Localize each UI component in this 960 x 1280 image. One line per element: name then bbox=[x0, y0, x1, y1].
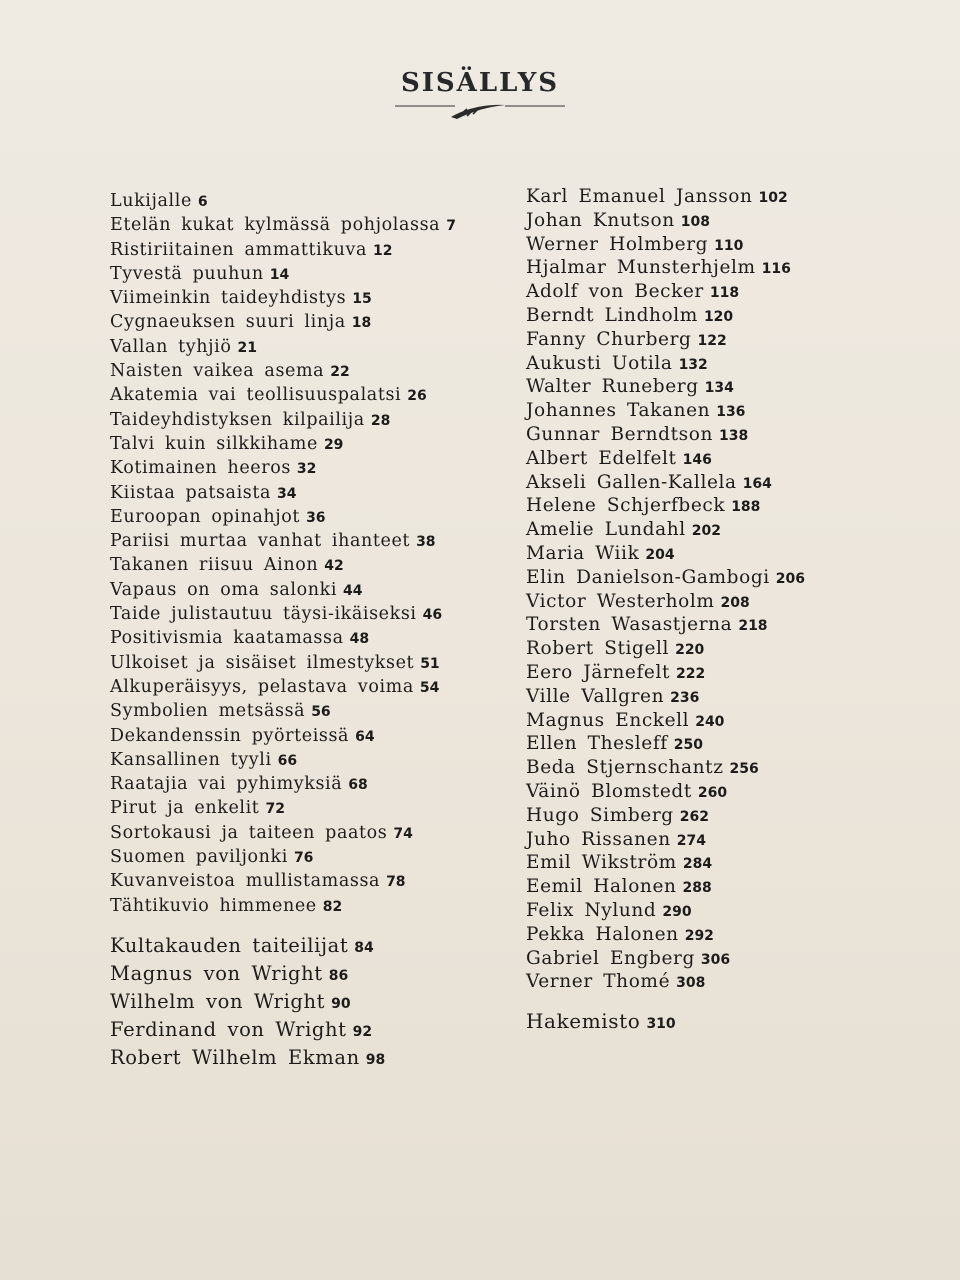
entry-page-number: 46 bbox=[422, 607, 443, 624]
toc-entry bbox=[526, 257, 846, 281]
toc-entry bbox=[110, 214, 510, 238]
entry-page-number: 138 bbox=[719, 427, 749, 444]
entry-title: Robert Wilhelm Ekman bbox=[110, 1045, 360, 1069]
toc-entry bbox=[110, 749, 510, 773]
toc-left-column bbox=[110, 190, 510, 1073]
entry-page-number: 308 bbox=[676, 975, 706, 992]
entry-page-number: 204 bbox=[645, 546, 675, 563]
entry-title: Elin Danielson-Gambogi bbox=[526, 566, 770, 588]
toc-entry bbox=[526, 234, 846, 258]
toc-entry bbox=[526, 448, 846, 472]
toc-entry bbox=[526, 876, 846, 900]
entry-title: Hugo Simberg bbox=[526, 804, 674, 826]
entry-title: Emil Wikström bbox=[526, 852, 677, 874]
entry-page-number: 76 bbox=[293, 850, 314, 867]
toc-entry bbox=[526, 805, 846, 829]
entry-title: Ristiriitainen ammattikuva bbox=[110, 239, 367, 260]
entry-title: Ferdinand von Wright bbox=[110, 1017, 347, 1041]
entry-title: Symbolien metsässä bbox=[110, 701, 306, 722]
entry-title: Vapaus on oma salonki bbox=[110, 579, 338, 600]
entry-page-number: 218 bbox=[738, 618, 768, 635]
toc-entry bbox=[110, 409, 510, 433]
toc-entry bbox=[110, 700, 510, 724]
entry-title: Hakemisto bbox=[526, 1009, 641, 1034]
entry-title: Kotimainen heeros bbox=[110, 458, 291, 479]
toc-entry bbox=[110, 1017, 510, 1045]
entry-page-number: 44 bbox=[343, 582, 363, 599]
toc-entry bbox=[110, 773, 510, 797]
toc-entry bbox=[110, 360, 510, 384]
entry-page-number: 54 bbox=[419, 679, 440, 696]
artist-list-left bbox=[110, 933, 510, 1073]
toc-entry bbox=[526, 852, 846, 876]
entry-title: Akatemia vai teollisuuspalatsi bbox=[110, 385, 402, 406]
toc-entry bbox=[110, 263, 510, 287]
toc-entry bbox=[110, 725, 510, 749]
toc-entry bbox=[526, 495, 846, 519]
entry-page-number: 284 bbox=[682, 856, 713, 873]
toc-entry bbox=[110, 1045, 510, 1073]
toc-entry bbox=[526, 591, 846, 615]
entry-title: Wilhelm von Wright bbox=[110, 989, 326, 1013]
entry-page-number: 84 bbox=[354, 939, 374, 956]
entry-title: Walter Runeberg bbox=[526, 376, 699, 398]
entry-title: Adolf von Becker bbox=[526, 281, 704, 303]
entry-title: Fanny Churberg bbox=[526, 328, 692, 350]
entry-page-number: 14 bbox=[269, 266, 290, 283]
entry-title: Takanen riisuu Ainon bbox=[110, 555, 319, 576]
entry-page-number: 42 bbox=[324, 558, 344, 575]
entry-title: Ellen Thesleff bbox=[526, 733, 668, 755]
entry-page-number: 34 bbox=[277, 485, 297, 502]
toc-entry bbox=[110, 311, 510, 335]
entry-title: Pekka Halonen bbox=[526, 923, 679, 945]
toc-entry bbox=[110, 579, 510, 603]
entry-page-number: 68 bbox=[348, 777, 368, 794]
toc-entry bbox=[526, 948, 846, 972]
toc-entry bbox=[526, 686, 846, 710]
entry-page-number: 202 bbox=[691, 523, 721, 540]
entry-title: Felix Nylund bbox=[526, 899, 657, 921]
entry-page-number: 18 bbox=[351, 315, 372, 332]
entry-page-number: 56 bbox=[311, 704, 331, 721]
entry-title: Naisten vaikea asema bbox=[110, 361, 325, 382]
entry-page-number: 120 bbox=[703, 308, 734, 325]
entry-title: Kultakauden taiteilijat bbox=[110, 933, 349, 957]
entry-title: Etelän kukat kylmässä pohjolassa bbox=[110, 215, 441, 236]
artist-list-right bbox=[526, 186, 846, 995]
entry-page-number: 86 bbox=[328, 967, 349, 984]
entry-title: Hjalmar Munsterhjelm bbox=[526, 257, 756, 279]
toc-entry bbox=[526, 733, 846, 757]
toc-entry bbox=[110, 989, 510, 1017]
entry-title: Beda Stjernschantz bbox=[526, 757, 724, 779]
entry-page-number: 208 bbox=[720, 594, 750, 611]
entry-title: Eemil Halonen bbox=[526, 876, 677, 898]
toc-right-column bbox=[526, 186, 846, 1038]
entry-page-number: 36 bbox=[306, 509, 326, 526]
entry-title: Sortokausi ja taiteen paatos bbox=[110, 822, 388, 843]
toc-entry bbox=[110, 384, 510, 408]
entry-page-number: 72 bbox=[265, 801, 285, 818]
entry-page-number: 306 bbox=[700, 951, 731, 968]
entry-page-number: 274 bbox=[676, 832, 706, 849]
entry-page-number: 118 bbox=[709, 285, 740, 302]
toc-entry bbox=[110, 287, 510, 311]
toc-entry bbox=[526, 614, 846, 638]
entry-title: Suomen paviljonki bbox=[110, 847, 288, 868]
toc-entry bbox=[110, 846, 510, 870]
entry-title: Taideyhdistyksen kilpailija bbox=[110, 409, 365, 430]
entry-title: Pariisi murtaa vanhat ihanteet bbox=[110, 531, 411, 552]
toc-entry bbox=[526, 210, 846, 234]
entry-title: Positivismia kaatamassa bbox=[110, 628, 344, 649]
entry-page-number: 78 bbox=[386, 874, 406, 891]
toc-entry bbox=[526, 353, 846, 377]
entry-page-number: 66 bbox=[277, 752, 298, 769]
page-title: SISÄLLYS bbox=[400, 68, 560, 98]
toc-entry bbox=[526, 781, 846, 805]
entry-page-number: 32 bbox=[296, 461, 317, 478]
toc-entry bbox=[110, 554, 510, 578]
entry-title: Magnus Enckell bbox=[526, 709, 690, 731]
entry-page-number: 12 bbox=[372, 242, 393, 259]
chapter-list bbox=[110, 190, 510, 919]
toc-entry bbox=[526, 519, 846, 543]
toc-entry bbox=[110, 627, 510, 651]
entry-page-number: 29 bbox=[323, 436, 344, 453]
entry-page-number: 292 bbox=[684, 927, 714, 944]
entry-title: Robert Stigell bbox=[526, 638, 670, 660]
entry-page-number: 48 bbox=[349, 631, 370, 648]
entry-page-number: 90 bbox=[331, 995, 351, 1012]
entry-page-number: 134 bbox=[704, 380, 734, 397]
entry-page-number: 82 bbox=[322, 898, 343, 915]
toc-entry bbox=[526, 924, 846, 948]
entry-page-number: 6 bbox=[197, 194, 208, 210]
entry-title: Akseli Gallen-Kallela bbox=[526, 471, 737, 493]
entry-page-number: 164 bbox=[742, 475, 772, 492]
entry-page-number: 7 bbox=[446, 218, 456, 235]
entry-title: Albert Edelfelt bbox=[526, 447, 677, 469]
entry-page-number: 108 bbox=[680, 213, 710, 230]
toc-entry bbox=[526, 186, 846, 210]
entry-page-number: 260 bbox=[697, 784, 728, 801]
entry-page-number: 51 bbox=[420, 655, 440, 672]
entry-title: Pirut ja enkelit bbox=[110, 798, 260, 819]
toc-entry bbox=[110, 895, 510, 919]
entry-title: Verner Thomé bbox=[526, 971, 671, 993]
entry-page-number: 98 bbox=[365, 1051, 386, 1068]
entry-page-number: 240 bbox=[695, 713, 725, 730]
entry-page-number: 250 bbox=[673, 737, 703, 754]
entry-page-number: 92 bbox=[352, 1023, 373, 1040]
toc-entry bbox=[110, 457, 510, 481]
entry-page-number: 220 bbox=[675, 642, 705, 659]
toc-entry bbox=[110, 239, 510, 263]
entry-title: Magnus von Wright bbox=[110, 961, 323, 985]
toc-entry bbox=[526, 829, 846, 853]
toc-entry bbox=[526, 710, 846, 734]
toc-entry bbox=[526, 376, 846, 400]
entry-title: Maria Wiik bbox=[526, 542, 640, 564]
entry-title: Torsten Wasastjerna bbox=[526, 614, 733, 636]
entry-title: Alkuperäisyys, pelastava voima bbox=[110, 676, 414, 697]
contents-heading-block bbox=[0, 68, 960, 122]
toc-entry bbox=[110, 603, 510, 627]
entry-title: Viimeinkin taideyhdistys bbox=[110, 288, 347, 309]
entry-title: Johannes Takanen bbox=[526, 400, 711, 422]
entry-page-number: 256 bbox=[729, 761, 759, 778]
entry-page-number: 146 bbox=[682, 451, 712, 468]
entry-page-number: 102 bbox=[758, 190, 788, 206]
toc-entry bbox=[526, 1009, 846, 1038]
quill-flourish-icon bbox=[395, 100, 565, 122]
entry-title: Juho Rissanen bbox=[526, 828, 671, 850]
entry-page-number: 74 bbox=[393, 825, 413, 842]
toc-entry bbox=[526, 329, 846, 353]
toc-entry bbox=[110, 482, 510, 506]
entry-page-number: 110 bbox=[714, 237, 744, 254]
toc-entry bbox=[526, 543, 846, 567]
entry-title: Werner Holmberg bbox=[526, 233, 709, 255]
toc-entry bbox=[110, 530, 510, 554]
toc-entry bbox=[526, 638, 846, 662]
entry-title: Victor Westerholm bbox=[526, 590, 715, 612]
entry-title: Ulkoiset ja sisäiset ilmestykset bbox=[110, 652, 415, 673]
entry-title: Aukusti Uotila bbox=[526, 352, 673, 374]
entry-page-number: 26 bbox=[407, 388, 427, 405]
toc-entry bbox=[110, 190, 510, 214]
toc-entry bbox=[110, 433, 510, 457]
toc-entry bbox=[526, 305, 846, 329]
toc-entry bbox=[526, 900, 846, 924]
toc-entry bbox=[110, 797, 510, 821]
entry-title: Ville Vallgren bbox=[526, 685, 665, 707]
entry-page-number: 22 bbox=[330, 364, 350, 381]
entry-page-number: 38 bbox=[416, 534, 436, 551]
entry-page-number: 28 bbox=[370, 412, 391, 429]
entry-title: Berndt Lindholm bbox=[526, 304, 698, 326]
entry-page-number: 310 bbox=[646, 1016, 676, 1033]
toc-entry bbox=[526, 757, 846, 781]
entry-title: Johan Knutson bbox=[526, 209, 675, 231]
entry-title: Väinö Blomstedt bbox=[526, 780, 692, 802]
toc-entry bbox=[110, 652, 510, 676]
toc-entry bbox=[526, 567, 846, 591]
entry-page-number: 15 bbox=[352, 291, 372, 308]
toc-entry bbox=[110, 822, 510, 846]
entry-title: Vallan tyhjiö bbox=[110, 336, 232, 357]
entry-title: Kuvanveistoa mullistamassa bbox=[110, 871, 381, 892]
entry-title: Lukijalle bbox=[110, 191, 192, 211]
toc-entry bbox=[110, 506, 510, 530]
entry-page-number: 290 bbox=[662, 903, 692, 920]
toc-entry bbox=[110, 676, 510, 700]
entry-page-number: 122 bbox=[697, 332, 727, 349]
entry-title: Dekandenssin pyörteissä bbox=[110, 725, 350, 746]
entry-title: Amelie Lundahl bbox=[526, 519, 686, 541]
entry-page-number: 188 bbox=[731, 499, 761, 516]
toc-entry bbox=[526, 400, 846, 424]
toc-entry bbox=[526, 281, 846, 305]
entry-title: Kiistaa patsaista bbox=[110, 482, 272, 503]
entry-title: Tyvestä puuhun bbox=[110, 263, 264, 284]
entry-title: Tähtikuvio himmenee bbox=[110, 895, 317, 916]
entry-page-number: 262 bbox=[679, 808, 709, 825]
toc-entry bbox=[526, 662, 846, 686]
index-entry-list bbox=[526, 1009, 846, 1038]
entry-title: Gabriel Engberg bbox=[526, 947, 695, 969]
entry-page-number: 206 bbox=[775, 570, 806, 587]
toc-entry bbox=[526, 424, 846, 448]
toc-entry bbox=[110, 933, 510, 961]
entry-page-number: 136 bbox=[716, 404, 746, 421]
entry-page-number: 116 bbox=[761, 261, 791, 278]
entry-title: Karl Emanuel Jansson bbox=[526, 186, 753, 207]
toc-entry bbox=[110, 336, 510, 360]
entry-title: Gunnar Berndtson bbox=[526, 423, 714, 445]
toc-entry bbox=[526, 472, 846, 496]
entry-title: Cygnaeuksen suuri linja bbox=[110, 312, 346, 333]
toc-entry bbox=[110, 961, 510, 989]
entry-page-number: 132 bbox=[678, 356, 708, 373]
entry-title: Euroopan opinahjot bbox=[110, 506, 301, 527]
entry-title: Eero Järnefelt bbox=[526, 661, 671, 683]
entry-title: Helene Schjerfbeck bbox=[526, 495, 726, 517]
entry-title: Talvi kuin silkkihame bbox=[110, 433, 318, 454]
toc-entry bbox=[110, 870, 510, 894]
entry-title: Raatajia vai pyhimyksiä bbox=[110, 774, 343, 795]
entry-page-number: 64 bbox=[355, 728, 375, 745]
entry-page-number: 222 bbox=[676, 665, 706, 682]
entry-page-number: 236 bbox=[670, 689, 700, 706]
entry-title: Taide julistautuu täysi-ikäiseksi bbox=[110, 604, 417, 625]
entry-title: Kansallinen tyyli bbox=[110, 749, 272, 770]
entry-page-number: 288 bbox=[682, 880, 712, 897]
toc-entry bbox=[526, 971, 846, 995]
entry-page-number: 21 bbox=[237, 339, 257, 356]
